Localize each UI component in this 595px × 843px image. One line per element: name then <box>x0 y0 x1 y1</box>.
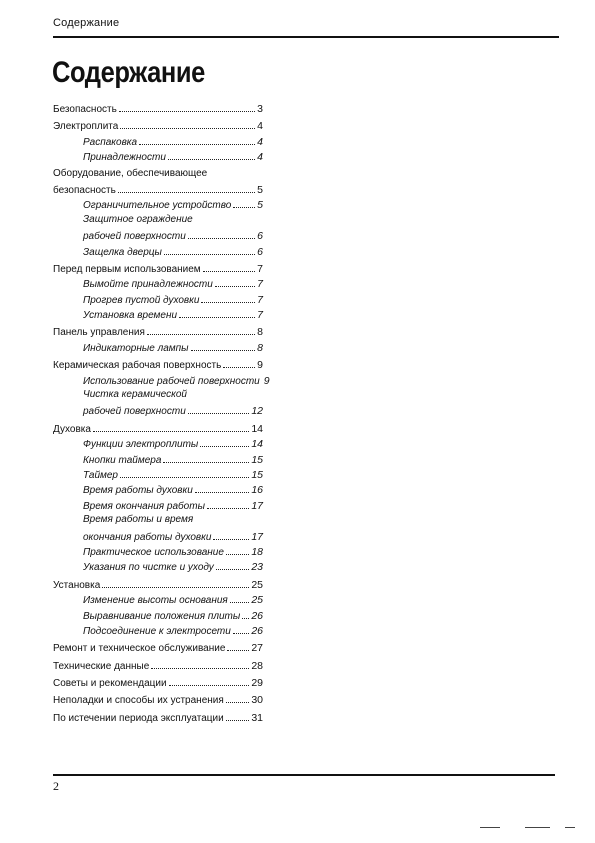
dot-leader <box>120 117 255 129</box>
toc-entry-title: рабочей поверхности <box>83 406 186 418</box>
toc-entry-title: Неполадки и способы их устранения <box>53 695 224 707</box>
page-title: Содержание <box>52 56 205 89</box>
toc-entry-title: Ремонт и техническое обслуживание <box>53 643 226 655</box>
toc-entry-title: окончания работы духовки <box>83 531 212 543</box>
toc-entry <box>53 148 263 163</box>
toc-entry <box>53 420 263 435</box>
toc-entry-line: Защитное ограждение <box>83 213 193 225</box>
toc-entry-title: Подсоединение к электросети <box>83 625 231 637</box>
dot-leader <box>233 196 255 208</box>
toc-entry-page: 18 <box>251 545 263 558</box>
toc-entry <box>53 339 263 354</box>
toc-entry-page: 25 <box>251 578 263 591</box>
dot-leader <box>164 243 255 255</box>
dot-leader <box>168 148 255 160</box>
toc-entry-title: Кнопки таймера <box>83 454 162 466</box>
toc-entry <box>53 481 263 496</box>
toc-entry-page: 25 <box>251 594 263 607</box>
toc-entry-title: безопасность <box>53 184 116 196</box>
dot-leader <box>242 607 249 619</box>
toc-entry <box>53 372 270 387</box>
dot-leader <box>195 481 250 493</box>
toc-entry-title: Советы и рекомендации <box>53 678 167 690</box>
toc-entry-title: Выравнивание положения плиты <box>83 610 241 622</box>
running-header: Содержание <box>53 17 120 29</box>
page-number: 2 <box>53 779 59 793</box>
toc-entry <box>53 133 263 148</box>
toc-entry-page: 26 <box>251 624 263 637</box>
dot-leader <box>201 291 255 303</box>
toc-entry-page: 27 <box>251 642 263 655</box>
toc-entry-title: По истечении периода эксплуатации <box>53 712 224 724</box>
toc-entry-page: 12 <box>251 405 263 418</box>
toc-entry-line: Оборудование, обеспечивающее <box>53 167 208 179</box>
dot-leader <box>93 420 249 432</box>
toc-entry-page: 15 <box>251 453 263 466</box>
toc-entry-page: 30 <box>251 694 263 707</box>
dot-leader <box>226 709 250 721</box>
dot-leader <box>120 466 249 478</box>
toc-entry <box>53 100 263 115</box>
toc-entry-title: Время работы духовки <box>83 485 193 497</box>
dot-leader <box>200 435 249 447</box>
toc-entry <box>53 306 263 321</box>
toc-entry <box>53 576 263 591</box>
toc-entry <box>53 196 263 211</box>
header-rule <box>53 36 559 38</box>
toc-entry <box>53 212 263 243</box>
toc-entry-title: Принадлежности <box>83 152 166 164</box>
toc-entry <box>53 451 263 466</box>
toc-entry-page: 14 <box>251 422 263 435</box>
toc-entry <box>53 166 263 197</box>
toc-entry-page: 15 <box>251 468 263 481</box>
toc-entry-page: 7 <box>257 309 263 322</box>
toc-entry <box>53 275 263 290</box>
dot-leader <box>169 674 250 686</box>
toc-entry-page: 28 <box>251 659 263 672</box>
toc-entry <box>53 709 263 724</box>
dot-leader <box>179 306 255 318</box>
toc-entry <box>53 497 263 512</box>
toc-entry-page: 8 <box>257 341 263 354</box>
toc-entry <box>53 323 263 338</box>
toc-entry <box>53 607 263 622</box>
toc-entry <box>53 591 263 606</box>
toc-entry-title: Технические данные <box>53 660 150 672</box>
dot-leader <box>163 451 249 463</box>
toc-entry-title: Использование рабочей поверхности <box>83 375 260 387</box>
toc-entry <box>53 435 263 450</box>
toc-entry <box>53 243 263 258</box>
toc-entry-page: 4 <box>257 151 263 164</box>
dot-leader <box>151 657 249 669</box>
table-of-contents <box>53 100 270 724</box>
toc-entry-title: Функции электроплиты <box>83 439 199 451</box>
toc-entry <box>53 622 263 637</box>
dot-leader <box>215 275 255 287</box>
toc-entry-line: Время работы и время <box>83 514 194 526</box>
crop-mark <box>480 827 500 828</box>
dot-leader <box>119 100 255 112</box>
toc-entry <box>53 260 263 275</box>
toc-entry <box>53 639 263 654</box>
toc-entry-line: Чистка керамической <box>83 389 187 401</box>
dot-leader <box>102 576 249 588</box>
toc-entry-title: Перед первым использованием <box>53 263 201 275</box>
dot-leader <box>213 528 249 540</box>
crop-mark <box>525 827 550 828</box>
dot-leader <box>230 591 250 603</box>
dot-leader <box>223 356 255 368</box>
toc-entry-title: Указания по чистке и уходу <box>83 562 214 574</box>
toc-entry-page: 4 <box>257 120 263 133</box>
toc-entry <box>53 691 263 706</box>
toc-entry-title: Панель управления <box>53 327 145 339</box>
toc-entry <box>53 356 263 371</box>
toc-entry-title: Керамическая рабочая поверхность <box>53 360 222 372</box>
dot-leader <box>227 639 249 651</box>
toc-entry-page: 31 <box>251 711 263 724</box>
toc-entry-page: 7 <box>257 293 263 306</box>
toc-entry <box>53 558 263 573</box>
toc-entry-page: 14 <box>251 438 263 451</box>
crop-mark <box>565 827 575 828</box>
toc-entry-page: 6 <box>257 245 263 258</box>
dot-leader <box>191 339 256 351</box>
toc-entry-title: Индикаторные лампы <box>83 342 189 354</box>
toc-entry-title: Изменение высоты основания <box>83 595 228 607</box>
footer-rule <box>53 774 555 776</box>
dot-leader <box>226 691 250 703</box>
toc-entry-page: 29 <box>251 677 263 690</box>
toc-entry-page: 5 <box>257 199 263 212</box>
dot-leader <box>118 181 255 193</box>
toc-entry-page: 8 <box>257 326 263 339</box>
toc-entry-page: 6 <box>257 230 263 243</box>
dot-leader <box>207 497 249 509</box>
dot-leader <box>216 558 250 570</box>
toc-entry <box>53 657 263 672</box>
toc-entry-title: Защелка дверцы <box>83 246 162 258</box>
toc-entry-title: Вымойте принадлежности <box>83 279 213 291</box>
toc-entry-title: Установка времени <box>83 310 178 322</box>
dot-leader <box>188 227 255 239</box>
toc-entry <box>53 117 263 132</box>
toc-entry-page: 9 <box>263 374 270 387</box>
dot-leader <box>188 402 250 414</box>
dot-leader <box>226 543 249 555</box>
toc-entry-page: 17 <box>251 499 263 512</box>
toc-entry-page: 9 <box>257 359 263 372</box>
toc-entry-page: 17 <box>251 530 263 543</box>
toc-entry <box>53 512 263 543</box>
toc-entry-title: рабочей поверхности <box>83 231 186 243</box>
toc-entry-page: 26 <box>251 609 263 622</box>
dot-leader <box>147 323 255 335</box>
toc-entry <box>53 674 263 689</box>
toc-entry <box>53 466 263 481</box>
toc-entry-page: 4 <box>257 135 263 148</box>
toc-entry-title: Практическое использование <box>83 546 224 558</box>
toc-entry-title: Безопасность <box>53 104 117 115</box>
toc-entry-title: Таймер <box>83 469 118 481</box>
toc-entry-title: Ограничительное устройство <box>83 200 232 212</box>
toc-entry-page: 23 <box>251 561 263 574</box>
toc-entry-title: Электроплита <box>53 121 119 133</box>
toc-entry-page: 16 <box>251 484 263 497</box>
toc-entry-title: Распаковка <box>83 136 138 148</box>
toc-entry-page: 7 <box>257 278 263 291</box>
toc-entry-title: Прогрев пустой духовки <box>83 294 200 306</box>
toc-entry-title: Установка <box>53 579 101 591</box>
dot-leader <box>233 622 249 634</box>
toc-entry-title: Духовка <box>53 423 91 435</box>
toc-entry-page: 7 <box>257 262 263 275</box>
toc-entry-page: 3 <box>257 103 263 115</box>
toc-entry-page: 5 <box>257 183 263 196</box>
dot-leader <box>203 260 255 272</box>
toc-entry <box>53 543 263 558</box>
toc-entry-title: Время окончания работы <box>83 500 205 512</box>
toc-entry <box>53 387 263 418</box>
toc-entry <box>53 291 263 306</box>
dot-leader <box>139 133 255 145</box>
